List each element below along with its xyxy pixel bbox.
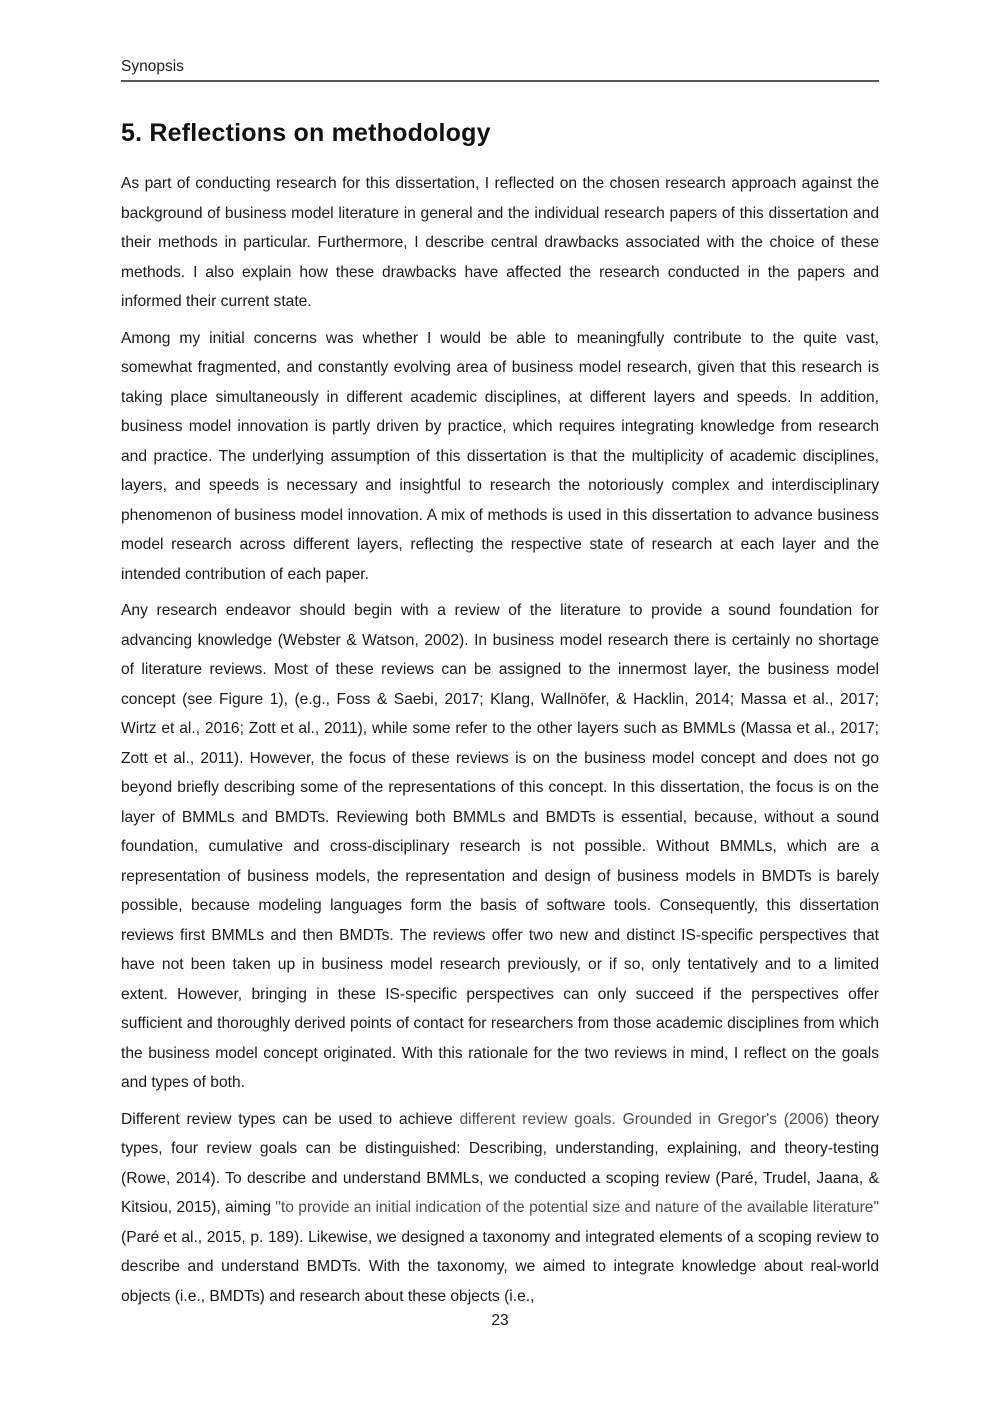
page-number: 23 [491,1312,509,1329]
running-header: Synopsis [121,58,184,75]
section-heading: 5. Reflections on methodology [121,119,491,147]
paragraph-2: Among my initial concerns was whether I would be able to meaningfully contribute to the quite vast, somewhat fragmented, and constantly evolving area of business model research, given that this research is taking place simultaneously in different academic disciplines, at different layers and speeds. In addition, business model innovation is partly driven by practice, which requires integrating knowledge from research and practice. The underlying assumption of this dissertation is that the multiplicity of academic disciplines, layers, and speeds is necessary and insightful to research the notoriously complex and interdisciplinary phenomenon of business model innovation. A mix of methods is used in this dissertation to advance business model research across different layers, reflecting the respective state of research at each layer and the intended contribution of each paper. [121,329,879,583]
paragraph-4-segment-muted-quote: "to provide an initial indication of the potential size and nature of the available literature" [275,1199,879,1216]
paragraph-1: As part of conducting research for this dissertation, I reflected on the chosen research approach against the background of business model literature in general and the individual research papers of this dissertation and their methods in particular. Furthermore, I describe central drawbacks associated with the choice of these methods. I also explain how these drawbacks have affected the research conducted in the papers and informed their current state. [121,175,879,310]
header-rule [121,80,879,82]
paragraph-4-segment: Different review types can be used to achieve [121,1110,460,1128]
paragraph-4-segment-muted: different review goals. Grounded in Gregor's (2006) [459,1110,836,1128]
paragraph-4 [121,1105,879,1312]
paragraph-4-segment: theory types, four review goals can be distinguished: Describing, understanding, explaining, and theory-testing (Rowe, 2014). To describe and understand BMMLs, we conducted a scoping review (Paré, Trudel, Jaana, & Kitsiou, 2015), aiming [121,1110,879,1216]
page-header [121,0,879,82]
paragraph-4-segment: (Paré et al., 2015, p. 189). Likewise, we designed a taxonomy and integrated elements of a scoping review to describe and understand BMDTs. With the taxonomy, we aimed to integrate knowledge about real-world objects (i.e., BMDTs) and research about these objects (i.e., [121,1228,879,1305]
paragraph-3: Any research endeavor should begin with a review of the literature to provide a sound foundation for advancing knowledge (Webster & Watson, 2002). In business model research there is certainly no shortage of literature reviews. Most of these reviews can be assigned to the innermost layer, the business model concept (see Figure 1), (e.g., Foss & Saebi, 2017; Klang, Wallnöfer, & Hacklin, 2014; Massa et al., 2017; Wirtz et al., 2016; Zott et al., 2011), while some refer to the other layers such as BMMLs (Massa et al., 2017; Zott et al., 2011). However, the focus of these reviews is on the business model concept and does not go beyond briefly describing some of the representations of this concept. In this dissertation, the focus is on the layer of BMMLs and BMDTs. Reviewing both BMMLs and BMDTs is essential, because, without a sound foundation, cumulative and cross-disciplinary research is not possible. Without BMMLs, which are a representation of business models, the representation and design of business models in BMDTs is barely possible, because modeling languages form the basis of software tools. Consequently, this dissertation reviews first BMMLs and then BMDTs. The reviews offer two new and distinct IS-specific perspectives that have not been taken up in business model research previously, or if so, only tentatively and to a limited extent. However, bringing in these IS-specific perspectives can only succeed if the perspectives offer sufficient and thoroughly derived points of contact for researchers from those academic disciplines from which the business model concept originated. With this rationale for the two reviews in mind, I reflect on the goals and types of both. [121,602,879,1091]
page-content [121,0,879,1311]
